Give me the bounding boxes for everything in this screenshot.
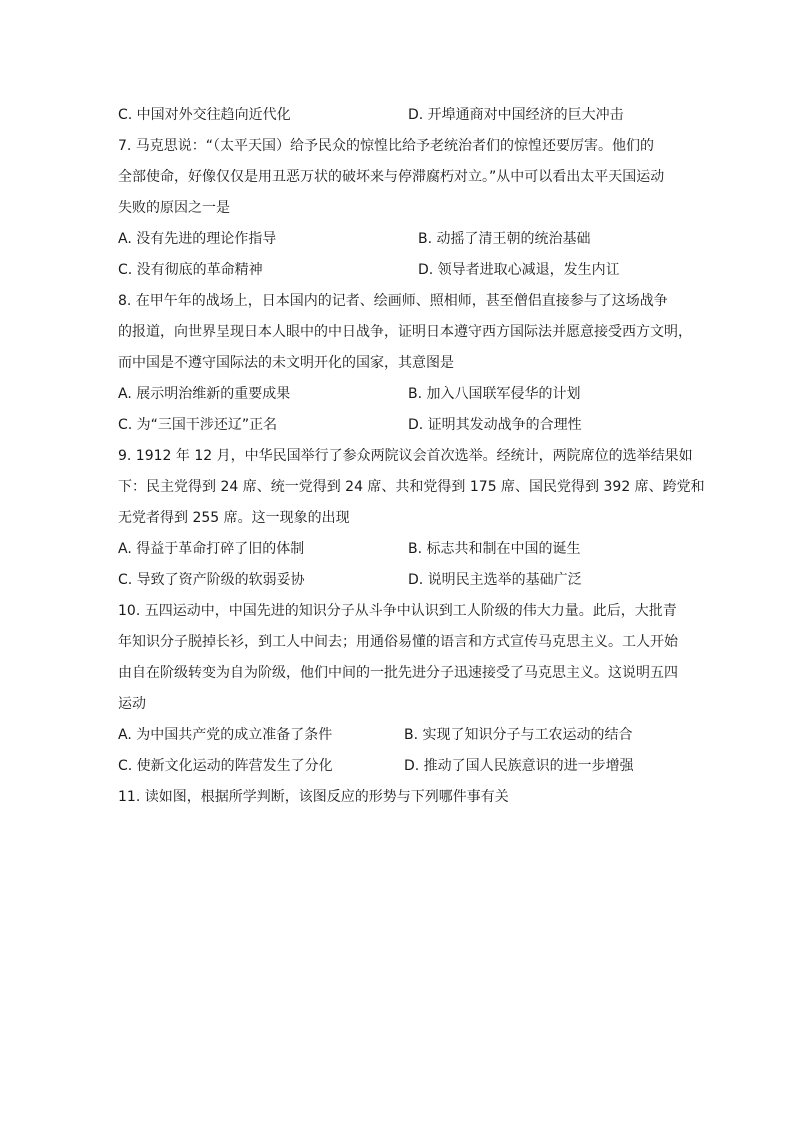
q7-stem-line-3: 失败的原因之一是: [118, 200, 230, 216]
q10-stem-line-4: 运动: [118, 696, 146, 712]
q6-option-c: C. 中国对外交往趋向近代化: [118, 107, 291, 123]
q7-option-c: C. 没有彻底的革命精神: [118, 262, 263, 278]
q8-stem-line-2: 的报道，向世界呈现日本人眼中的中日战争，证明日本遵守西方国际法并愿意接受西方文明，: [118, 324, 692, 340]
q9-options-cd: [118, 565, 678, 596]
q10-option-c: C. 使新文化运动的阵营发生了分化: [118, 758, 333, 774]
q9-stem-line-2: 下：民主党得到 24 席、统一党得到 24 席、共和党得到 175 席、国民党得到 392 席、跨党和: [118, 479, 705, 495]
q10-options-ab: [118, 720, 678, 751]
q7-options-cd: [118, 255, 678, 286]
q10-stem-line-3: 由自在阶级转变为自为阶级，他们中间的一批先进分子迅速接受了马克思主义。这说明五四: [118, 665, 678, 681]
q7-stem-line-1: 7. 马克思说：“（太平天国）给予民众的惊惶比给予老统治者们的惊惶还要厉害。他们的: [118, 138, 655, 154]
q10-options-cd: [118, 751, 678, 782]
q7-option-a: A. 没有先进的理论作指导: [118, 231, 277, 247]
q10-option-d: D. 推动了国人民族意识的进一步增强: [404, 758, 634, 774]
q9-option-a: A. 得益于革命打碎了旧的体制: [118, 541, 305, 557]
q9-option-d: D. 说明民主选举的基础广泛: [408, 572, 582, 588]
q8-option-a: A. 展示明治维新的重要成果: [118, 386, 291, 402]
q8-options-cd: [118, 410, 678, 441]
q9-option-c: C. 导致了资产阶级的软弱妥协: [118, 572, 305, 588]
q6-options-cd: [118, 100, 678, 131]
q6-option-d: D. 开埠通商对中国经济的巨大冲击: [408, 107, 624, 123]
q11-stem-line-1: 11. 读如图，根据所学判断，该图反应的形势与下列哪件事有关: [118, 789, 509, 805]
q8-stem-line-1: 8. 在甲午年的战场上，日本国内的记者、绘画师、照相师，甚至僧侣直接参与了这场战争: [118, 293, 668, 309]
q9-option-b: B. 标志共和制在中国的诞生: [408, 541, 581, 557]
exam-page: [118, 100, 705, 813]
q8-options-ab: [118, 379, 678, 410]
q7-stem-line-2: 全部使命，好像仅仅是用丑恶万状的破坏来与停滞腐朽对立。”从中可以看出太平天国运动: [118, 169, 665, 185]
q10-option-b: B. 实现了知识分子与工农运动的结合: [404, 727, 633, 743]
q9-options-ab: [118, 534, 678, 565]
q8-option-b: B. 加入八国联军侵华的计划: [408, 386, 581, 402]
q10-stem-line-1: 10. 五四运动中，中国先进的知识分子从斗争中认识到工人阶级的伟大力量。此后，大批青: [118, 603, 677, 619]
q7-option-b: B. 动摇了清王朝的统治基础: [418, 231, 591, 247]
q8-option-c: C. 为“三国干涉还辽”正名: [118, 417, 278, 433]
q8-stem-line-3: 而中国是不遵守国际法的未文明开化的国家，其意图是: [118, 355, 454, 371]
q10-stem-line-2: 年知识分子脱掉长衫，到工人中间去；用通俗易懂的语言和方式宣传马克思主义。工人开始: [118, 634, 678, 650]
q9-stem-line-3: 无党者得到 255 席。这一现象的出现: [118, 510, 350, 526]
q10-option-a: A. 为中国共产党的成立准备了条件: [118, 727, 333, 743]
q7-options-ab: [118, 224, 678, 255]
q7-option-d: D. 领导者进取心减退，发生内讧: [418, 262, 620, 278]
q9-stem-line-1: 9. 1912 年 12 月，中华民国举行了参众两院议会首次选举。经统计，两院席位的选举结果如: [118, 448, 693, 464]
q8-option-d: D. 证明其发动战争的合理性: [408, 417, 582, 433]
